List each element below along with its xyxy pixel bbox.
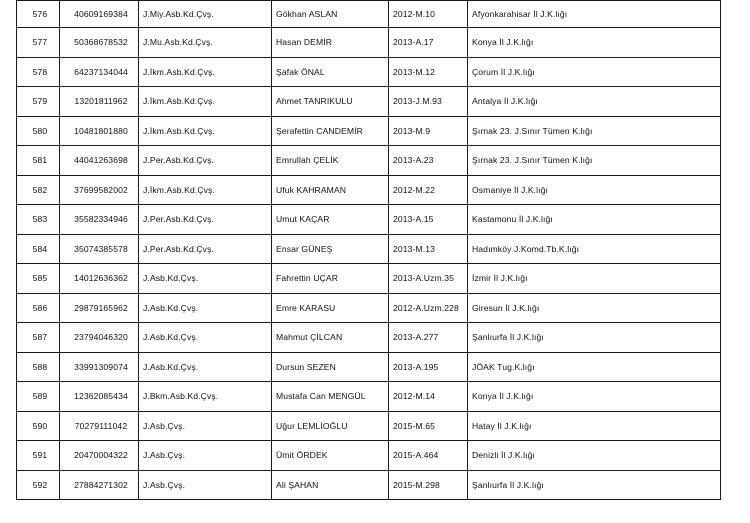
full-name-cell: Şerafettin CANDEMİR: [272, 116, 389, 146]
term-code-cell: 2013-A.15: [389, 205, 468, 235]
id-number-cell: 12362085434: [60, 382, 139, 412]
id-number-cell: 35074385578: [60, 234, 139, 264]
full-name-cell: Dursun SEZEN: [272, 352, 389, 382]
row-number-cell: 586: [17, 293, 60, 323]
term-code-cell: 2013-M.13: [389, 234, 468, 264]
full-name-cell: Ümit ÖRDEK: [272, 441, 389, 471]
table-row: [17, 470, 721, 500]
row-number-cell: 590: [17, 411, 60, 441]
term-code-cell: 2013-M.9: [389, 116, 468, 146]
term-code-cell: 2012-A.Uzm.228: [389, 293, 468, 323]
row-number-cell: 592: [17, 470, 60, 500]
rank-cell: J.Asb.Çvş.: [139, 411, 272, 441]
row-number-cell: 589: [17, 382, 60, 412]
table-row: [17, 234, 721, 264]
table-row: [17, 28, 721, 58]
id-number-cell: 40609169384: [60, 1, 139, 28]
rank-cell: J.Asb.Kd.Çvş.: [139, 293, 272, 323]
assigned-unit-cell: Antalya İl J.K.lığı: [468, 87, 721, 117]
row-number-cell: 580: [17, 116, 60, 146]
term-code-cell: 2013-J.M.93: [389, 87, 468, 117]
id-number-cell: 10481801880: [60, 116, 139, 146]
id-number-cell: 35582334946: [60, 205, 139, 235]
rank-cell: J.Asb.Kd.Çvş.: [139, 352, 272, 382]
rank-cell: J.Per.Asb.Kd.Çvş.: [139, 234, 272, 264]
row-number-cell: 583: [17, 205, 60, 235]
rank-cell: J.Asb.Kd.Çvş.: [139, 323, 272, 353]
rank-cell: J.İkm.Asb.Kd.Çvş.: [139, 57, 272, 87]
row-number-cell: 581: [17, 146, 60, 176]
table-row: [17, 382, 721, 412]
table-row: [17, 411, 721, 441]
assigned-unit-cell: Hadımköy J.Komd.Tb.K.lığı: [468, 234, 721, 264]
full-name-cell: Umut KAÇAR: [272, 205, 389, 235]
row-number-cell: 584: [17, 234, 60, 264]
id-number-cell: 50368678532: [60, 28, 139, 58]
assigned-unit-cell: Konya İl J.K.lığı: [468, 28, 721, 58]
term-code-cell: 2015-M.298: [389, 470, 468, 500]
assigned-unit-cell: Şanlıurfa İl J.K.lığı: [468, 323, 721, 353]
id-number-cell: 37699582002: [60, 175, 139, 205]
id-number-cell: 20470004322: [60, 441, 139, 471]
row-number-cell: 576: [17, 1, 60, 28]
full-name-cell: Uğur LEMLİOĞLU: [272, 411, 389, 441]
full-name-cell: Gökhan ASLAN: [272, 1, 389, 28]
assigned-unit-cell: Osmaniye İl J.K.lığı: [468, 175, 721, 205]
table-row: [17, 205, 721, 235]
row-number-cell: 582: [17, 175, 60, 205]
rank-cell: J.Per.Asb.Kd.Çvş.: [139, 146, 272, 176]
full-name-cell: Mustafa Can MENGÜL: [272, 382, 389, 412]
full-name-cell: Emre KARASU: [272, 293, 389, 323]
row-number-cell: 579: [17, 87, 60, 117]
term-code-cell: 2013-M.12: [389, 57, 468, 87]
assigned-unit-cell: İzmir İl J.K.lığı: [468, 264, 721, 294]
table-row: [17, 323, 721, 353]
term-code-cell: 2013-A.23: [389, 146, 468, 176]
row-number-cell: 578: [17, 57, 60, 87]
assigned-unit-cell: Çorum İl J.K.lığı: [468, 57, 721, 87]
term-code-cell: 2013-A.17: [389, 28, 468, 58]
rank-cell: J.Miy.Asb.Kd.Çvş.: [139, 1, 272, 28]
full-name-cell: Ali ŞAHAN: [272, 470, 389, 500]
assigned-unit-cell: Kastamonu İl J.K.lığı: [468, 205, 721, 235]
term-code-cell: 2012-M.14: [389, 382, 468, 412]
row-number-cell: 591: [17, 441, 60, 471]
id-number-cell: 14012636362: [60, 264, 139, 294]
term-code-cell: 2013-A.Uzm.35: [389, 264, 468, 294]
rank-cell: J.Asb.Çvş.: [139, 441, 272, 471]
assigned-unit-cell: Şırnak 23. J.Sınır Tümen K.lığı: [468, 116, 721, 146]
full-name-cell: Şafak ÖNAL: [272, 57, 389, 87]
term-code-cell: 2015-A.464: [389, 441, 468, 471]
table-row: [17, 352, 721, 382]
assigned-unit-cell: Şanlıurfa İl J.K.lığı: [468, 470, 721, 500]
rank-cell: J.Asb.Çvş.: [139, 470, 272, 500]
rank-cell: J.Bkm.Asb.Kd.Çvş.: [139, 382, 272, 412]
assigned-unit-cell: Konya İl J.K.lığı: [468, 382, 721, 412]
rank-cell: J.İkm.Asb.Kd.Çvş.: [139, 116, 272, 146]
assigned-unit-cell: Şırnak 23. J.Sınır Tümen K.lığı: [468, 146, 721, 176]
full-name-cell: Ensar GÜNEŞ: [272, 234, 389, 264]
id-number-cell: 64237134044: [60, 57, 139, 87]
id-number-cell: 23794046320: [60, 323, 139, 353]
row-number-cell: 587: [17, 323, 60, 353]
id-number-cell: 13201811962: [60, 87, 139, 117]
id-number-cell: 70279111042: [60, 411, 139, 441]
rank-cell: J.İkm.Asb.Kd.Çvş.: [139, 87, 272, 117]
row-number-cell: 577: [17, 28, 60, 58]
personnel-table-body: [17, 1, 721, 500]
full-name-cell: Mahmut ÇİLCAN: [272, 323, 389, 353]
assigned-unit-cell: Hatay İl J.K.lığı: [468, 411, 721, 441]
id-number-cell: 44041263698: [60, 146, 139, 176]
id-number-cell: 33991309074: [60, 352, 139, 382]
table-row: [17, 1, 721, 28]
term-code-cell: 2013-A.277: [389, 323, 468, 353]
id-number-cell: 29879165962: [60, 293, 139, 323]
assigned-unit-cell: Giresun İl J.K.lığı: [468, 293, 721, 323]
assigned-unit-cell: Denizli İl J.K.lığı: [468, 441, 721, 471]
table-row: [17, 57, 721, 87]
row-number-cell: 588: [17, 352, 60, 382]
term-code-cell: 2012-M.10: [389, 1, 468, 28]
term-code-cell: 2012-M.22: [389, 175, 468, 205]
full-name-cell: Ahmet TANRIKULU: [272, 87, 389, 117]
full-name-cell: Emrullah ÇELİK: [272, 146, 389, 176]
row-number-cell: 585: [17, 264, 60, 294]
table-row: [17, 441, 721, 471]
full-name-cell: Fahrettin UÇAR: [272, 264, 389, 294]
table-row: [17, 264, 721, 294]
table-row: [17, 116, 721, 146]
table-row: [17, 87, 721, 117]
assigned-unit-cell: JÖAK Tug.K.lığı: [468, 352, 721, 382]
full-name-cell: Hasan DEMİR: [272, 28, 389, 58]
table-row: [17, 175, 721, 205]
rank-cell: J.İkm.Asb.Kd.Çvş.: [139, 175, 272, 205]
table-row: [17, 293, 721, 323]
term-code-cell: 2013-A.195: [389, 352, 468, 382]
rank-cell: J.Asb.Kd.Çvş.: [139, 264, 272, 294]
personnel-table: [16, 0, 721, 500]
table-row: [17, 146, 721, 176]
rank-cell: J.Mu.Asb.Kd.Çvş.: [139, 28, 272, 58]
assigned-unit-cell: Afyonkarahisar İl J.K.lığı: [468, 1, 721, 28]
rank-cell: J.Per.Asb.Kd.Çvş.: [139, 205, 272, 235]
term-code-cell: 2015-M.65: [389, 411, 468, 441]
full-name-cell: Ufuk KAHRAMAN: [272, 175, 389, 205]
id-number-cell: 27884271302: [60, 470, 139, 500]
